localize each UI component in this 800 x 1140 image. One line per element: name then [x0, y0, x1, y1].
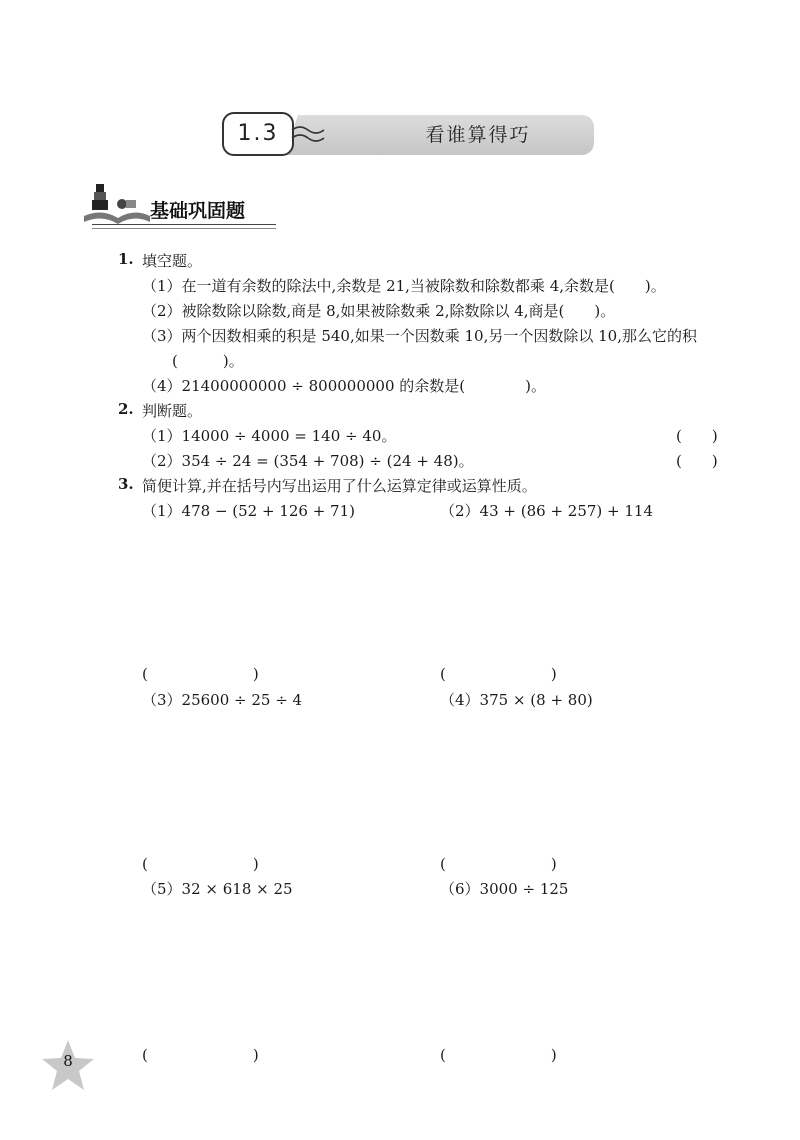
- wave-icon: [290, 120, 326, 150]
- q3-number: 3.: [118, 475, 134, 493]
- q3-problem-2: （2）43 + (86 + 257) + 114: [440, 502, 653, 520]
- chapter-number: 1.3: [222, 112, 294, 156]
- q1-number: 1.: [118, 250, 134, 268]
- q3-problem-6: （6）3000 ÷ 125: [440, 880, 569, 898]
- q3-problem-5-blank: ( ): [142, 1046, 259, 1064]
- q3-problem-2-blank: ( ): [440, 665, 557, 683]
- q1-item-3-blank: ( )。: [172, 352, 244, 370]
- section-underline-2: [92, 228, 276, 229]
- q3-problem-1-blank: ( ): [142, 665, 259, 683]
- q3-problem-5: （5）32 × 618 × 25: [142, 880, 293, 898]
- q2-item-2: （2）354 ÷ 24 = (354 + 708) ÷ (24 + 48)。: [142, 452, 474, 470]
- q3-problem-3: （3）25600 ÷ 25 ÷ 4: [142, 691, 303, 709]
- q2-title: 判断题。: [142, 402, 203, 420]
- q2-number: 2.: [118, 400, 134, 418]
- q1-title: 填空题。: [142, 252, 203, 270]
- page-number: 8: [63, 1052, 73, 1070]
- q1-item-3: （3）两个因数相乘的积是 540,如果一个因数乘 10,另一个因数除以 10,那么它的积: [142, 327, 697, 345]
- section-underline: [92, 224, 276, 225]
- q1-item-4: （4）21400000000 ÷ 800000000 的余数是( )。: [142, 377, 546, 395]
- q3-problem-4-blank: ( ): [440, 855, 557, 873]
- q2-item-1-answer: ( ): [676, 427, 718, 445]
- section-title: 基础巩固题: [150, 200, 246, 222]
- q2-item-2-answer: ( ): [676, 452, 718, 470]
- chapter-title: 看谁算得巧: [425, 124, 531, 146]
- chapter-banner: [222, 110, 594, 160]
- q3-title: 简便计算,并在括号内写出运用了什么运算定律或运算性质。: [142, 477, 537, 495]
- blocks-book-icon: [82, 178, 152, 228]
- q3-problem-1: （1）478 − (52 + 126 + 71): [142, 502, 355, 520]
- q3-problem-6-blank: ( ): [440, 1046, 557, 1064]
- q2-item-1: （1）14000 ÷ 4000 = 140 ÷ 40。: [142, 427, 397, 445]
- q3-problem-4: （4）375 × (8 + 80): [440, 691, 593, 709]
- q1-item-1: （1）在一道有余数的除法中,余数是 21,当被除数和除数都乘 4,余数是( )。: [142, 277, 666, 295]
- q3-problem-3-blank: ( ): [142, 855, 259, 873]
- q1-item-2: （2）被除数除以除数,商是 8,如果被除数乘 2,除数除以 4,商是( )。: [142, 302, 616, 320]
